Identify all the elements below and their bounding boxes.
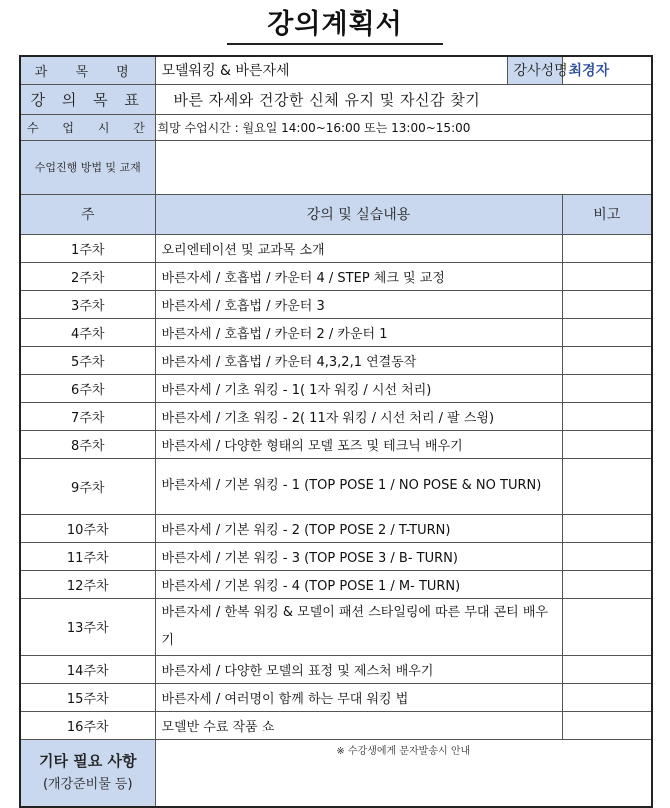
schedule-row	[20, 346, 652, 374]
time-label: 수 업 시 간	[20, 114, 155, 140]
other-requirements-label	[20, 739, 155, 807]
goal-value: 바른 자세와 건강한 신체 유지 및 자신감 찾기	[155, 84, 652, 114]
content-cell: 바른자세 / 기본 워킹 - 3 (TOP POSE 3 / B- TURN)	[155, 542, 562, 570]
content-cell: 오리엔테이션 및 교과목 소개	[155, 234, 562, 262]
content-cell: 바른자세 / 다양한 모델의 표정 및 제스처 배우기	[155, 655, 562, 683]
schedule-row	[20, 318, 652, 346]
time-value: 희망 수업시간 : 월요일 14:00~16:00 또는 13:00~15:00	[155, 114, 652, 140]
schedule-row	[20, 290, 652, 318]
schedule-row	[20, 542, 652, 570]
subject-label: 과 목 명	[20, 56, 155, 84]
content-cell: 바른자세 / 기본 워킹 - 2 (TOP POSE 2 / T-TURN)	[155, 514, 562, 542]
subject-value: 모델워킹 & 바른자세	[155, 56, 507, 84]
subject-row	[20, 56, 652, 84]
instructor-value: 최경자	[562, 56, 652, 84]
method-label: 수업진행 방법 및 교재	[20, 140, 155, 194]
remarks-cell	[562, 683, 652, 711]
remarks-cell	[562, 430, 652, 458]
content-column-header: 강의 및 실습내용	[155, 194, 562, 234]
remarks-cell	[562, 290, 652, 318]
week-column-header: 주	[20, 194, 155, 234]
syllabus-table	[19, 55, 653, 808]
instructor-label: 강사성명	[507, 56, 562, 84]
content-cell: 바른자세 / 기초 워킹 - 2( 11자 워킹 / 시선 처리 / 팔 스윙)	[155, 402, 562, 430]
schedule-row	[20, 458, 652, 514]
week-cell: 9주차	[20, 458, 155, 514]
remarks-cell	[562, 598, 652, 655]
week-cell: 2주차	[20, 262, 155, 290]
method-row	[20, 140, 652, 194]
remarks-cell	[562, 542, 652, 570]
remarks-cell	[562, 346, 652, 374]
content-cell: 바른자세 / 기초 워킹 - 1( 1자 워킹 / 시선 처리)	[155, 374, 562, 402]
other-requirements-note: ※ 수강생에게 문자발송시 안내	[155, 739, 652, 807]
goal-row	[20, 84, 652, 114]
schedule-row	[20, 374, 652, 402]
week-cell: 8주차	[20, 430, 155, 458]
method-value	[155, 140, 652, 194]
schedule-row	[20, 514, 652, 542]
schedule-row	[20, 402, 652, 430]
remarks-cell	[562, 262, 652, 290]
week-cell: 15주차	[20, 683, 155, 711]
week-cell: 16주차	[20, 711, 155, 739]
content-cell: 바른자세 / 호흡법 / 카운터 2 / 카운터 1	[155, 318, 562, 346]
remarks-column-header: 비고	[562, 194, 652, 234]
week-cell: 4주차	[20, 318, 155, 346]
week-cell: 1주차	[20, 234, 155, 262]
week-cell: 11주차	[20, 542, 155, 570]
content-cell: 바른자세 / 기본 워킹 - 4 (TOP POSE 1 / M- TURN)	[155, 570, 562, 598]
goal-label: 강 의 목 표	[20, 84, 155, 114]
remarks-cell	[562, 458, 652, 514]
schedule-row	[20, 683, 652, 711]
schedule-row	[20, 430, 652, 458]
time-row	[20, 114, 652, 140]
schedule-row	[20, 711, 652, 739]
remarks-cell	[562, 234, 652, 262]
schedule-row	[20, 262, 652, 290]
week-cell: 12주차	[20, 570, 155, 598]
week-cell: 10주차	[20, 514, 155, 542]
week-cell: 5주차	[20, 346, 155, 374]
week-cell: 14주차	[20, 655, 155, 683]
remarks-cell	[562, 374, 652, 402]
schedule-row	[20, 570, 652, 598]
week-cell: 13주차	[20, 598, 155, 655]
content-cell: 모델반 수료 작품 쇼	[155, 711, 562, 739]
schedule-row	[20, 234, 652, 262]
remarks-cell	[562, 514, 652, 542]
content-cell: 바른자세 / 기본 워킹 - 1 (TOP POSE 1 / NO POSE & NO TURN)	[155, 458, 562, 514]
content-cell: 바른자세 / 호흡법 / 카운터 4 / STEP 체크 및 교정	[155, 262, 562, 290]
content-cell: 바른자세 / 호흡법 / 카운터 4,3,2,1 연결동작	[155, 346, 562, 374]
document-title: 강의계획서	[227, 2, 442, 45]
schedule-row	[20, 655, 652, 683]
remarks-cell	[562, 570, 652, 598]
content-cell: 바른자세 / 여러명이 함께 하는 무대 워킹 법	[155, 683, 562, 711]
remarks-cell	[562, 318, 652, 346]
other-requirements-title: 기타 필요 사항	[39, 751, 137, 770]
week-cell: 7주차	[20, 402, 155, 430]
schedule-header-row	[20, 194, 652, 234]
schedule-row	[20, 598, 652, 655]
remarks-cell	[562, 711, 652, 739]
content-cell: 바른자세 / 호흡법 / 카운터 3	[155, 290, 562, 318]
content-cell: 바른자세 / 다양한 형태의 모델 포즈 및 테크닉 배우기	[155, 430, 562, 458]
remarks-cell	[562, 655, 652, 683]
week-cell: 6주차	[20, 374, 155, 402]
other-requirements-row	[20, 739, 652, 807]
remarks-cell	[562, 402, 652, 430]
other-requirements-subtitle: (개강준비물 등)	[42, 776, 133, 792]
document-title-area	[0, 0, 670, 44]
content-cell: 바른자세 / 한복 워킹 & 모델이 패션 스타일링에 따른 무대 콘티 배우기	[155, 598, 562, 655]
week-cell: 3주차	[20, 290, 155, 318]
